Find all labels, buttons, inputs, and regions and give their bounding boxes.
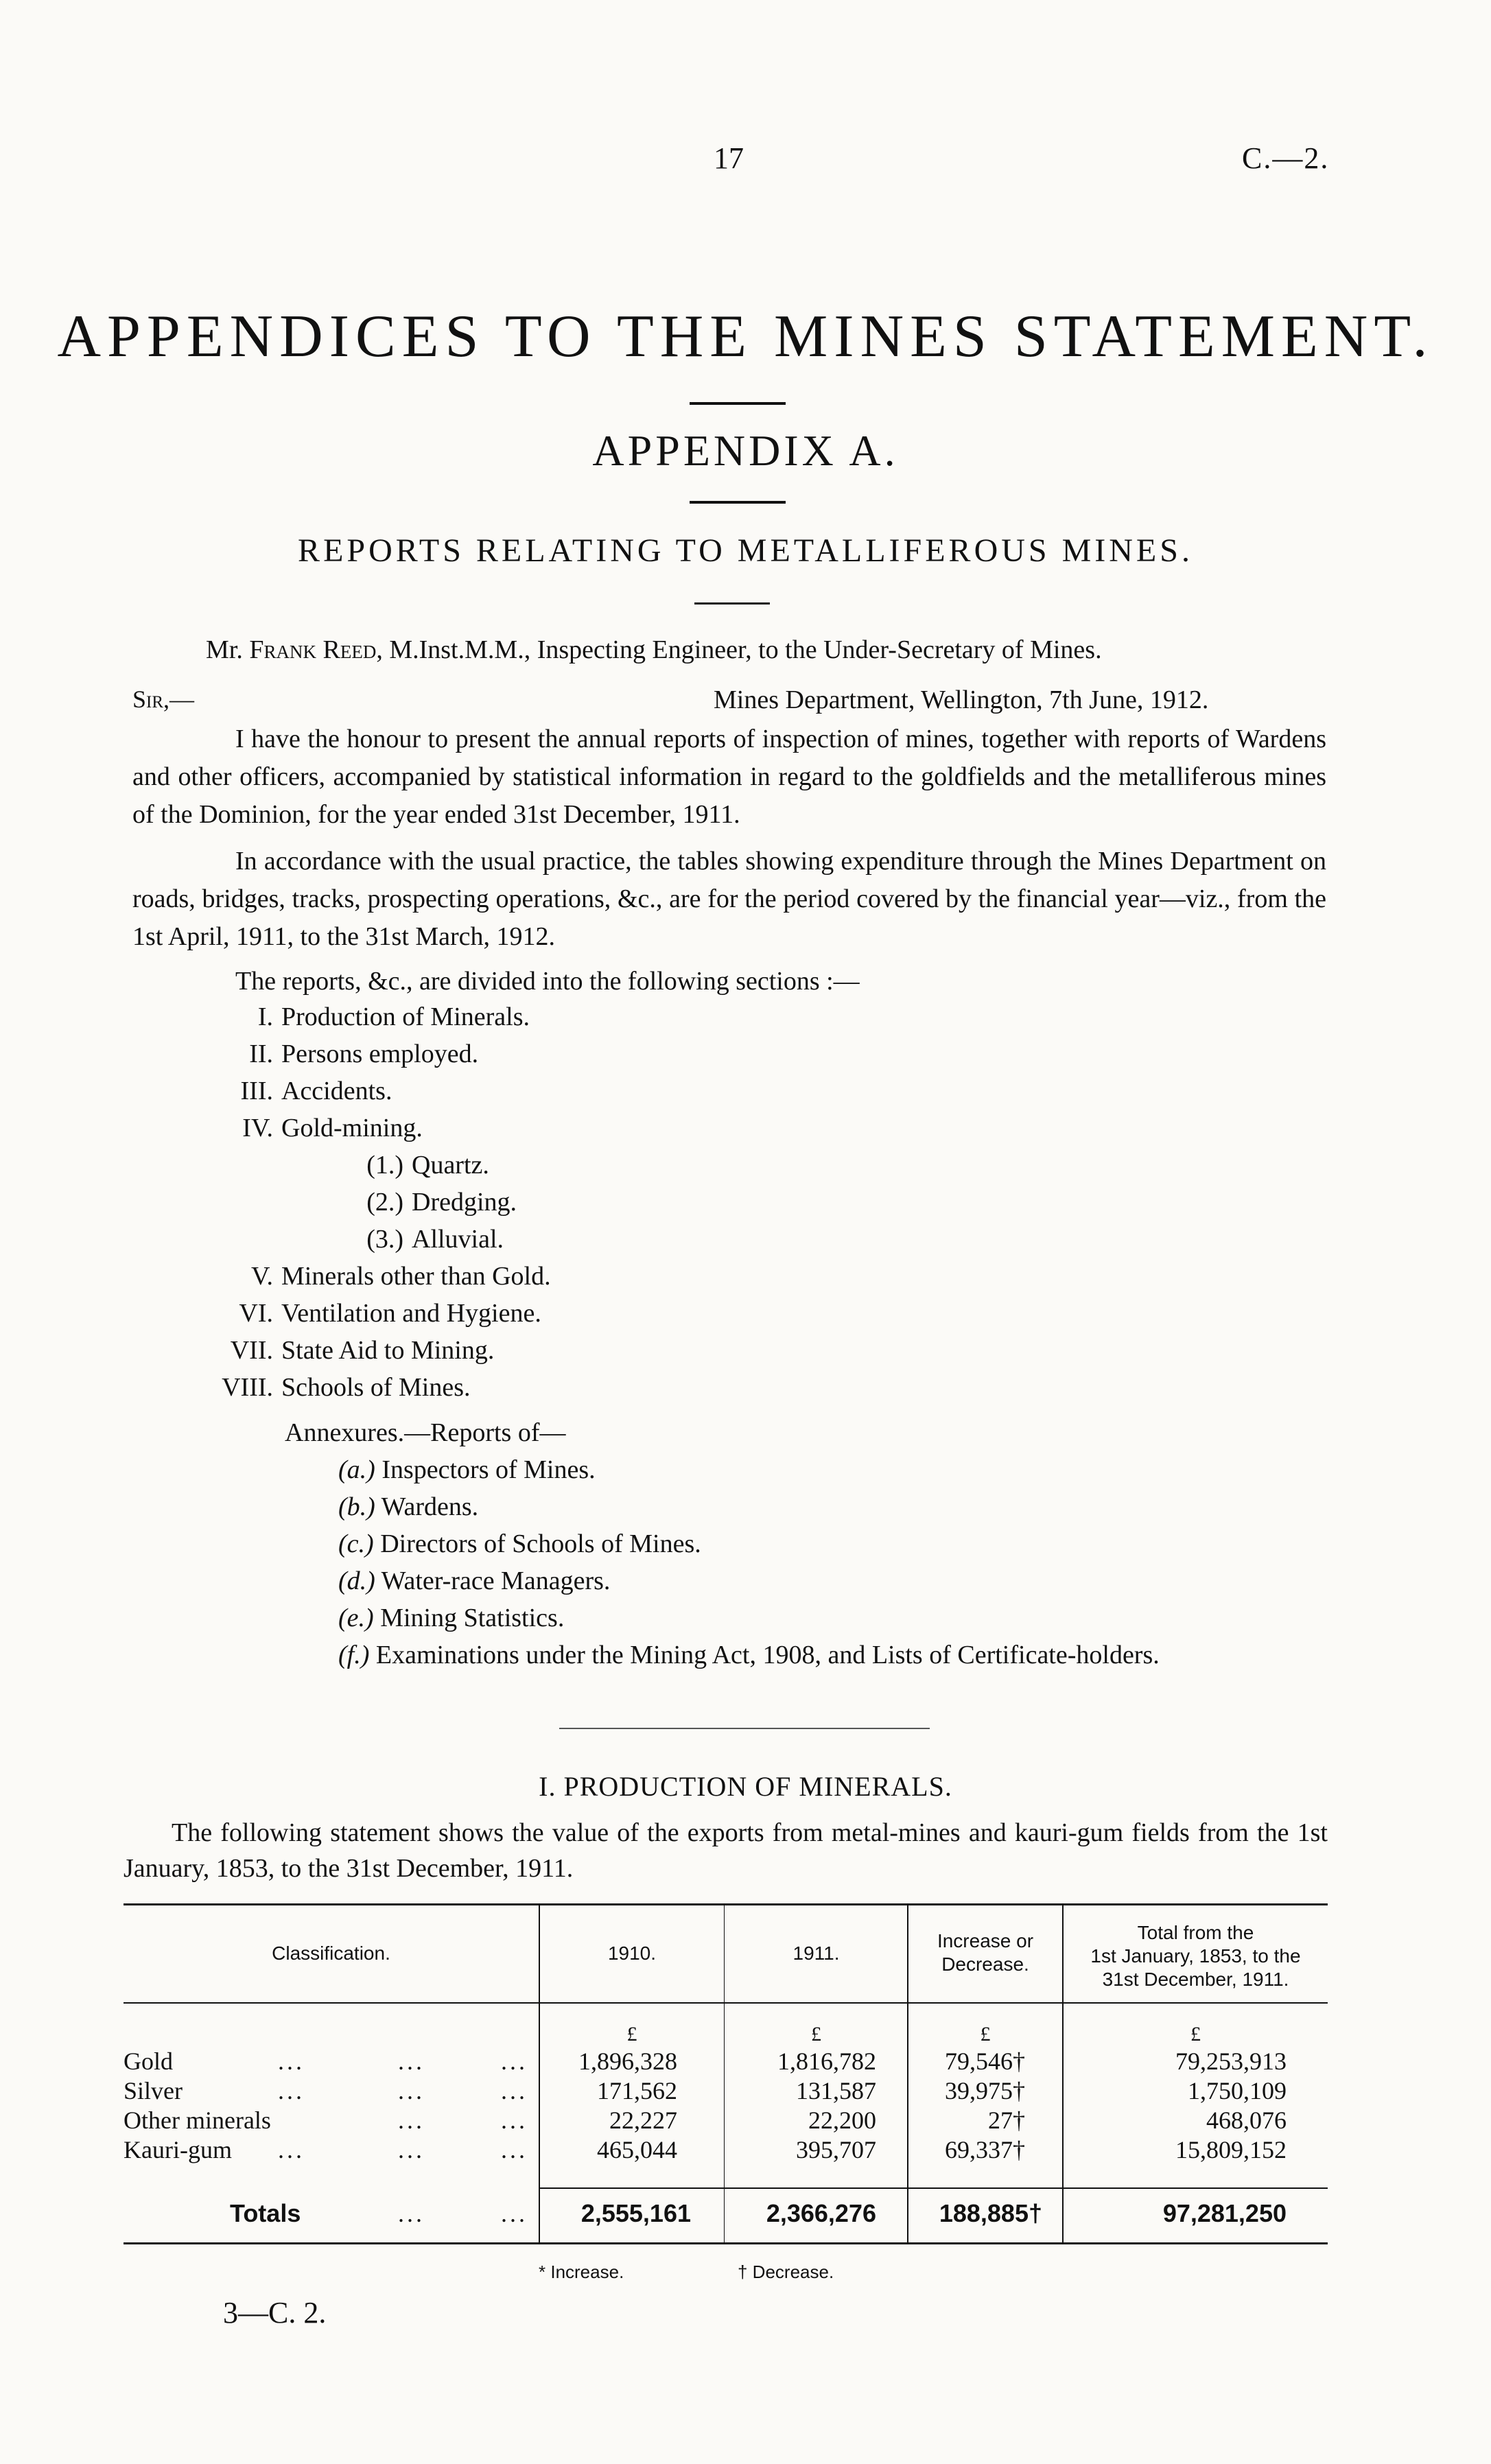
cell-1910: 171,562 [597, 2077, 677, 2104]
leader-dots: ... [278, 2136, 305, 2163]
paragraph-practice: In accordance with the usual practice, the tables showing expenditure through the Mines Department on roads, bridges, tracks, prospecting operations, &c., are for the period covered by the financial year—viz., from the 1st April, 1911, to the 31st March, 1912. [132, 847, 1326, 951]
section-item: VIII. Schools of Mines. [222, 1373, 471, 1402]
annexure-item: (d.) Water-race Managers. [338, 1567, 611, 1595]
header-1911: 1911. [793, 1943, 840, 1964]
leader-dots: ... [398, 2107, 425, 2134]
main-title: APPENDICES TO THE MINES STATEMENT. [57, 303, 1434, 370]
table-top-rule [124, 1903, 1328, 1905]
section-item: VII. State Aid to Mining. [230, 1336, 495, 1365]
leader-dots: ... [501, 2136, 528, 2163]
paragraph-intro: I have the honour to present the annual reports of inspection of mines, together with reports of Wardens and other officers, accompanied by statistical information in regard to the goldfields and the metalliferous mines of the Dominion, for the year ended 31st December, 1911. [132, 725, 1326, 829]
currency-mark: £ [626, 2023, 637, 2045]
cell-1910: 22,227 [609, 2107, 677, 2134]
reports-title: REPORTS RELATING TO METALLIFEROUS MINES. [298, 532, 1193, 569]
address-name: Frank Reed, [249, 635, 383, 664]
cell-change: 79,546† [945, 2048, 1025, 2075]
title-rule [690, 402, 786, 405]
cell-1910: 1,896,328 [578, 2048, 677, 2075]
leader-dots: ... [398, 2077, 425, 2104]
reports-rule [694, 602, 770, 605]
leader-dots: ... [501, 2107, 528, 2134]
cell-1910: 465,044 [597, 2136, 677, 2163]
section-subitem: (3.) Alluvial. [366, 1225, 504, 1254]
production-intro: The following statement shows the value of the exports from metal-mines and kauri-gum fields from the 1st January, 1853, to the 31st December, 1911. [124, 1818, 1328, 1883]
salutation: Sir,— [132, 685, 195, 713]
appendix-title: APPENDIX A. [592, 426, 899, 475]
table-col-divider [724, 1905, 725, 2242]
row-label: Silver [124, 2077, 183, 2104]
cell-total: 468,076 [1206, 2107, 1287, 2134]
row-label: Other minerals [124, 2107, 271, 2134]
sections-list [204, 998, 551, 1406]
address-rest: M.Inst.M.M., Inspecting Engineer, to the Under-Secretary of Mines. [389, 635, 1102, 664]
header-total: Total from the 1st January, 1853, to the 31st December, 1911. [1090, 1922, 1301, 1990]
table-bottom-rule [124, 2242, 1328, 2244]
currency-mark: £ [1190, 2023, 1201, 2045]
row-label: Gold [124, 2048, 173, 2075]
leader-dots: ... [278, 2077, 305, 2104]
header-classification: Classification. [272, 1943, 390, 1964]
section-item: III. Accidents. [240, 1077, 392, 1105]
footer-signature: 3—C. 2. [223, 2296, 327, 2330]
section-item: II. Persons employed. [249, 1040, 479, 1068]
note-increase: * Increase. [539, 2262, 624, 2282]
leader-dots: ... [398, 2048, 425, 2075]
annexure-item: (b.) Wardens. [338, 1492, 479, 1521]
page-number: 17 [714, 141, 744, 175]
cell-change: 27† [988, 2107, 1025, 2134]
letter-address [206, 635, 1102, 665]
cell-1911: 131,587 [796, 2077, 876, 2104]
cell-1911: 22,200 [808, 2107, 876, 2134]
annexure-item: (f.) Examinations under the Mining Act, 1908, and Lists of Certificate-holders. [338, 1641, 1160, 1669]
section-item: VI. Ventilation and Hygiene. [239, 1299, 541, 1328]
cell-change: 69,337† [945, 2136, 1025, 2163]
production-title: I. PRODUCTION OF MINERALS. [539, 1771, 952, 1802]
leader-dots: ... [501, 2077, 528, 2104]
total-change: 188,885† [939, 2199, 1042, 2227]
total-grand: 97,281,250 [1162, 2199, 1287, 2227]
currency-mark: £ [811, 2023, 821, 2045]
section-separator [559, 1728, 930, 1729]
appendix-rule [690, 501, 786, 504]
header-change: Increase or Decrease. [937, 1930, 1034, 1975]
section-item: IV. Gold-mining. [242, 1114, 423, 1142]
note-decrease: † Decrease. [738, 2262, 834, 2282]
cell-total: 15,809,152 [1175, 2136, 1287, 2163]
leader-dots: ... [501, 2048, 528, 2075]
table-header-rule [124, 2002, 1328, 2004]
total-1911: 2,366,276 [766, 2199, 876, 2227]
annexure-item: (c.) Directors of Schools of Mines. [338, 1529, 701, 1558]
leader-dots: ... [278, 2048, 305, 2075]
paper-code: C.—2. [1242, 141, 1330, 175]
annexures-list [285, 1414, 1160, 1674]
annexure-item: (a.) Inspectors of Mines. [338, 1455, 596, 1484]
row-label: Kauri-gum [124, 2136, 232, 2163]
cell-total: 79,253,913 [1175, 2048, 1287, 2075]
leader-dots: ... [398, 2136, 425, 2163]
leader-dots: ... [398, 2200, 425, 2227]
annexure-item: (e.) Mining Statistics. [338, 1604, 565, 1632]
section-subitem: (2.) Dredging. [366, 1188, 517, 1217]
annexures-heading: Annexures.—Reports of— [285, 1418, 566, 1447]
cell-change: 39,975† [945, 2077, 1025, 2104]
cell-1911: 1,816,782 [777, 2048, 876, 2075]
address-prefix: Mr. [206, 635, 243, 664]
currency-mark: £ [980, 2023, 991, 2045]
section-subitem: (1.) Quartz. [366, 1151, 489, 1180]
section-item: I. Production of Minerals. [257, 1002, 530, 1031]
total-1910: 2,555,161 [580, 2199, 691, 2227]
table-totals-rule [539, 2187, 1328, 2189]
section-item: V. Minerals other than Gold. [250, 1262, 551, 1291]
dateline: Mines Department, Wellington, 7th June, 1912. [714, 685, 1209, 714]
cell-1911: 395,707 [796, 2136, 876, 2163]
leader-dots: ... [501, 2200, 528, 2227]
totals-label: Totals [230, 2199, 301, 2227]
cell-total: 1,750,109 [1188, 2077, 1287, 2104]
paragraph-sections: The reports, &c., are divided into the following sections :— [235, 967, 860, 996]
header-1910: 1910. [607, 1943, 657, 1964]
